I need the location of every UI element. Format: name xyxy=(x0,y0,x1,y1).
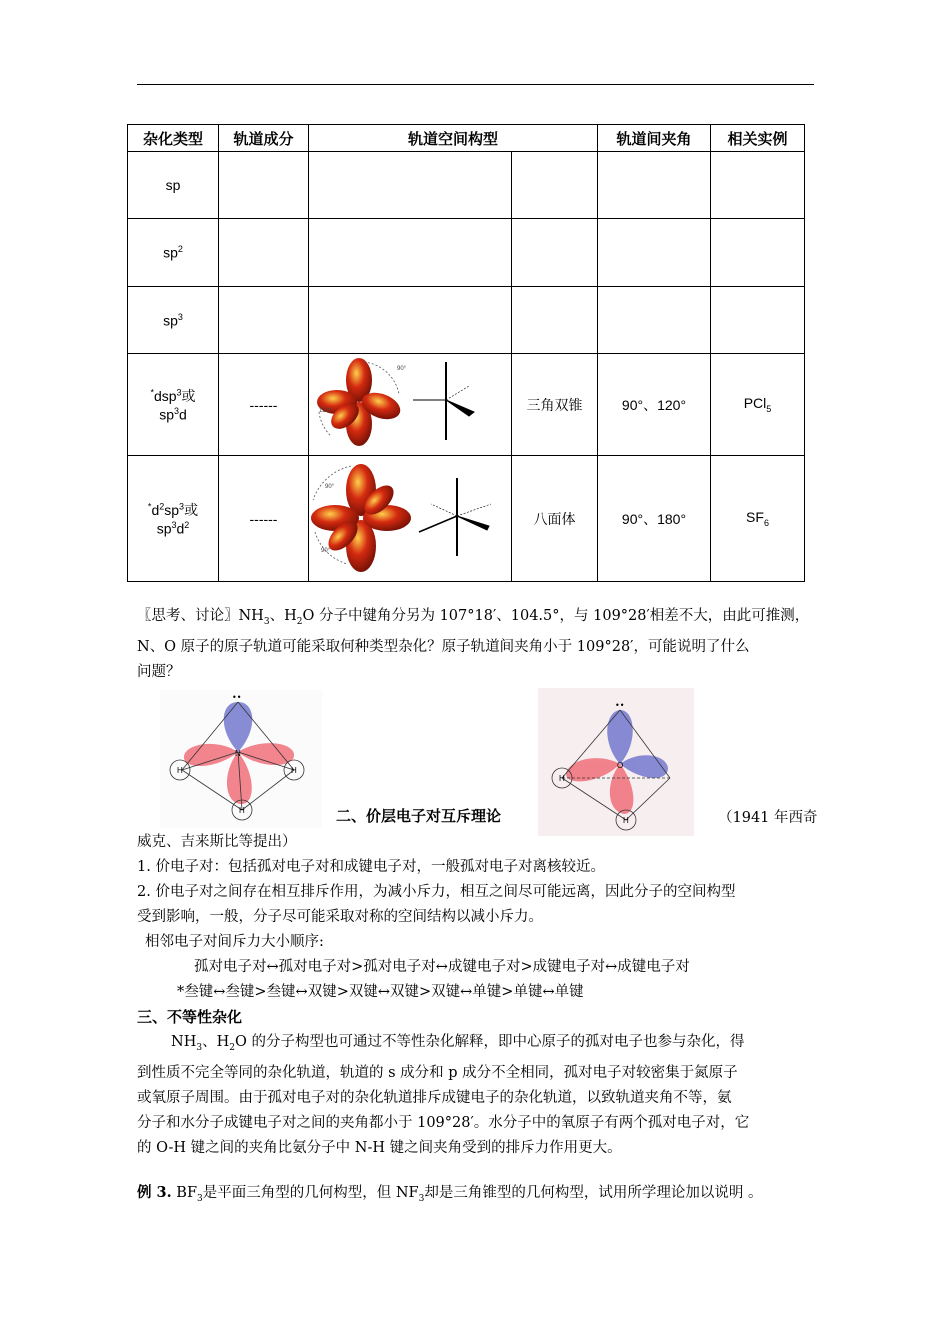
cell-type: $sp^3$ xyxy=(128,287,219,354)
header-shape: 轨道空间构型 xyxy=(309,125,598,152)
svg-text:O: O xyxy=(617,761,624,770)
table-row xyxy=(128,152,805,219)
d2sp3-structure-sketch xyxy=(419,478,491,556)
svg-text:H: H xyxy=(623,816,629,825)
angle-label-120: 120° xyxy=(319,408,332,414)
cell-component: ------ xyxy=(219,354,309,456)
svg-text:H: H xyxy=(559,774,565,783)
svg-text:••: •• xyxy=(615,701,625,710)
cell-component: ------ xyxy=(219,456,309,582)
orbital-lobes-dsp3 xyxy=(317,358,404,446)
cell-angle: 90°、120° xyxy=(598,354,711,456)
header-rule xyxy=(137,84,814,85)
svg-text:H: H xyxy=(239,806,245,815)
section2-note: （1941 年西奇 xyxy=(718,810,818,826)
header-angle: 轨道间夹角 xyxy=(598,125,711,152)
hybridization-table xyxy=(127,124,805,582)
table-row xyxy=(128,219,805,287)
svg-text:H: H xyxy=(177,766,183,775)
h2o-orbital-figure xyxy=(538,688,694,836)
table-row xyxy=(128,354,805,456)
cell-shape-image xyxy=(309,456,512,582)
cell-type: $^*d^2sp^3$或 $sp^3d^2$ xyxy=(128,456,219,582)
cell-shape-name: 八面体 xyxy=(512,456,598,582)
svg-text:N: N xyxy=(235,749,241,758)
example-3: 例 3. $BF_3$是平面三角型的几何构型，但 $NF_3$却是三角锥型的几何构型，试用所学理论加以说明 。 xyxy=(137,1184,763,1204)
section2-title: 二、价层电子对互斥理论 xyxy=(336,807,502,825)
cell-shape-name: 三角双锥 xyxy=(512,354,598,456)
cell-type: *dsp$^3$或 $sp^3d$ xyxy=(128,354,219,456)
cell-type: $sp^2$ xyxy=(128,219,219,287)
cell-type: sp xyxy=(128,152,219,219)
angle-label-90-bottom: 90° xyxy=(321,548,331,554)
trigonal-bipyramid-figure xyxy=(309,354,511,452)
table-row xyxy=(128,287,805,354)
section3: 三、不等性杂化 $NH_3$、$H_2O$ 的分子构型也可通过不等性杂化解释，即中心原子的孤对电子也参与杂化，得 到性质不完全等同的杂化轨道，轨道的 s 成分和 p 成分不全相同，孤对电子对较密集于氮原子 或氧原子周围。由于孤对电子对的杂化轨道排斥成键电子的杂化轨道，以致轨道夹角不等，氨 分子和水分子成键电子对之间的夹角都小于 109°28′。水分子中的氧原子有两个孤对电子对，它 的 O-H 键之间的夹角比氨分子中 N-H 键之间夹角受到的排斥力作用更大。 xyxy=(137,1005,817,1161)
think-discuss-paragraph: 〖思考、讨论〗$NH_3$、$H_2O$ 分子中键角分另为 107°18′、104.5°，与 109°28′相差不大，由此可推测， N、O 原子的原子轨道可能采取何种类型杂化？原子轨道间夹角小于 109°28′，可能说明了什么 问题？ xyxy=(137,608,810,680)
cell-angle: 90°、180° xyxy=(598,456,711,582)
octahedron-figure xyxy=(309,456,511,578)
nh3-orbital-figure xyxy=(160,690,322,828)
header-component: 轨道成分 xyxy=(219,125,309,152)
cell-shape-image xyxy=(309,354,512,456)
table-header-row xyxy=(128,125,805,152)
angle-label-90: 90° xyxy=(397,366,407,372)
cell-example: $SF_6$ xyxy=(711,456,805,582)
svg-text:••: •• xyxy=(232,693,242,702)
table-row xyxy=(128,456,805,582)
svg-text:H: H xyxy=(291,766,297,775)
orbital-lobes-d2sp3 xyxy=(311,464,411,572)
section3-title: 三、不等性杂化 xyxy=(137,1008,243,1026)
section2-body: 威克、吉来斯比等提出） 1. 价电子对：包括孤对电子对和成键电子对，一般孤对电子对离核较近。 2. 价电子对之间存在相互排斥作用，为减小斥力，相互之间尽可能远离，因此分子的空间构型 受到影响，一般，分子尽可能采取对称的空间结构以减小斥力。 相邻电子对间斥力大小顺序: 孤对电子对↔孤对电子对>孤对电子对↔成键电子对>成键电子对↔成键电子对 *叁键↔叁键>叁键↔双键>双键↔双键>双键↔单键>单键↔单键 xyxy=(137,834,736,1000)
cell-example: PCl$_5$ xyxy=(711,354,805,456)
angle-label-90-top: 90° xyxy=(325,484,335,490)
dsp3-structure-sketch xyxy=(413,362,474,440)
header-type: 杂化类型 xyxy=(128,125,219,152)
header-example: 相关实例 xyxy=(711,125,805,152)
